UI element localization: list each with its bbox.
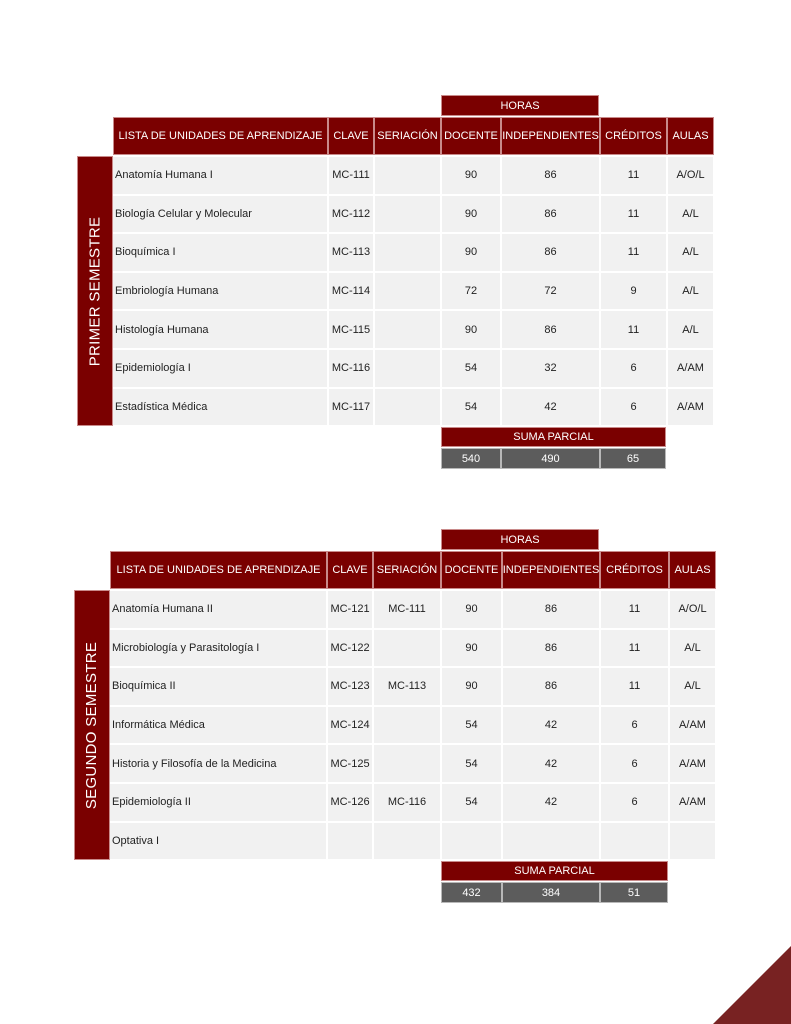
table-cell-clave: MC-125: [328, 745, 372, 782]
table-cell-seriacion: MC-116: [374, 784, 440, 821]
table-cell-name: Historia y Filosofía de la Medicina: [110, 745, 326, 782]
table-cell-seriacion: [374, 823, 440, 860]
total-independientes: 384: [502, 882, 600, 903]
table-cell-independientes: 86: [502, 311, 599, 348]
table-cell-creditos: 11: [601, 591, 668, 628]
column-header-creditos: CRÉDITOS: [600, 551, 669, 589]
column-header-seriacion: SERIACIÓN: [374, 117, 441, 155]
horas-group-header: HORAS: [441, 529, 599, 550]
table-cell-aulas: A/L: [668, 196, 713, 233]
table-cell-docente: 90: [442, 311, 500, 348]
semester-label: [74, 590, 110, 860]
table-cell-docente: 54: [442, 784, 501, 821]
table-cell-clave: MC-122: [328, 630, 372, 667]
table-cell-independientes: [503, 823, 599, 860]
table-cell-aulas: A/O/L: [668, 157, 713, 194]
table-cell-creditos: 11: [601, 630, 668, 667]
table-cell-name: Epidemiología I: [113, 350, 327, 387]
total-creditos: 65: [600, 448, 666, 469]
table-cell-docente: 90: [442, 668, 501, 705]
table-cell-seriacion: [375, 389, 440, 426]
table-cell-aulas: [670, 823, 715, 860]
table-cell-creditos: [601, 823, 668, 860]
table-cell-creditos: 6: [601, 389, 666, 426]
table-cell-clave: MC-111: [329, 157, 373, 194]
table-cell-independientes: 32: [502, 350, 599, 387]
table-cell-docente: 90: [442, 234, 500, 271]
total-docente: 540: [441, 448, 501, 469]
table-cell-name: Bioquímica I: [113, 234, 327, 271]
table-cell-docente: [442, 823, 501, 860]
table-cell-independientes: 42: [503, 745, 599, 782]
table-cell-creditos: 11: [601, 196, 666, 233]
column-header-aulas: AULAS: [667, 117, 714, 155]
semester-label: [77, 156, 113, 426]
table-cell-seriacion: [375, 234, 440, 271]
table-cell-seriacion: [374, 707, 440, 744]
table-cell-docente: 72: [442, 273, 500, 310]
table-cell-docente: 54: [442, 707, 501, 744]
table-cell-docente: 90: [442, 591, 501, 628]
table-cell-docente: 54: [442, 389, 500, 426]
table-cell-docente: 90: [442, 630, 501, 667]
table-cell-clave: MC-121: [328, 591, 372, 628]
table-cell-seriacion: [375, 196, 440, 233]
table-cell-seriacion: [375, 350, 440, 387]
table-cell-name: Optativa I: [110, 823, 326, 860]
table-cell-aulas: A/AM: [668, 350, 713, 387]
table-cell-aulas: A/AM: [670, 784, 715, 821]
table-cell-docente: 54: [442, 745, 501, 782]
table-cell-clave: MC-114: [329, 273, 373, 310]
column-header-clave: CLAVE: [327, 551, 373, 589]
column-header-lista: LISTA DE UNIDADES DE APRENDIZAJE: [113, 117, 328, 155]
table-cell-clave: MC-115: [329, 311, 373, 348]
table-cell-independientes: 86: [503, 630, 599, 667]
table-cell-docente: 54: [442, 350, 500, 387]
column-header-docente: DOCENTE: [441, 117, 501, 155]
table-cell-name: Bioquímica II: [110, 668, 326, 705]
table-cell-clave: MC-124: [328, 707, 372, 744]
table-cell-docente: 90: [442, 196, 500, 233]
semester-label-text: SEGUNDO SEMESTRE: [83, 641, 101, 809]
table-cell-name: Anatomía Humana I: [113, 157, 327, 194]
table-cell-creditos: 6: [601, 350, 666, 387]
table-cell-docente: 90: [442, 157, 500, 194]
table-cell-aulas: A/L: [670, 668, 715, 705]
table-cell-independientes: 86: [502, 234, 599, 271]
table-cell-name: Epidemiología II: [110, 784, 326, 821]
corner-decoration: [713, 946, 791, 1024]
table-cell-aulas: A/AM: [668, 389, 713, 426]
table-cell-name: Biología Celular y Molecular: [113, 196, 327, 233]
table-cell-seriacion: MC-111: [374, 591, 440, 628]
table-cell-clave: MC-113: [329, 234, 373, 271]
table-cell-independientes: 42: [503, 707, 599, 744]
column-header-independientes: INDEPENDIENTES: [501, 117, 600, 155]
table-cell-aulas: A/O/L: [670, 591, 715, 628]
table-cell-name: Histología Humana: [113, 311, 327, 348]
table-cell-aulas: A/L: [668, 311, 713, 348]
suma-parcial-header: SUMA PARCIAL: [441, 427, 666, 447]
table-cell-aulas: A/L: [668, 273, 713, 310]
table-cell-aulas: A/L: [668, 234, 713, 271]
table-cell-seriacion: [374, 630, 440, 667]
table-cell-name: Embriología Humana: [113, 273, 327, 310]
table-cell-aulas: A/L: [670, 630, 715, 667]
table-cell-name: Estadística Médica: [113, 389, 327, 426]
table-cell-seriacion: [375, 311, 440, 348]
table-cell-seriacion: MC-113: [374, 668, 440, 705]
column-header-seriacion: SERIACIÓN: [373, 551, 441, 589]
column-header-creditos: CRÉDITOS: [600, 117, 667, 155]
table-cell-creditos: 6: [601, 745, 668, 782]
table-cell-clave: [328, 823, 372, 860]
table-cell-clave: MC-117: [329, 389, 373, 426]
table-cell-independientes: 42: [503, 784, 599, 821]
table-cell-creditos: 11: [601, 157, 666, 194]
table-cell-creditos: 11: [601, 311, 666, 348]
horas-group-header: HORAS: [441, 95, 599, 116]
column-header-aulas: AULAS: [669, 551, 716, 589]
table-cell-clave: MC-123: [328, 668, 372, 705]
table-cell-independientes: 86: [503, 668, 599, 705]
table-cell-name: Informática Médica: [110, 707, 326, 744]
table-cell-name: Microbiología y Parasitología I: [110, 630, 326, 667]
suma-parcial-header: SUMA PARCIAL: [441, 861, 668, 881]
column-header-independientes: INDEPENDIENTES: [502, 551, 600, 589]
table-cell-independientes: 86: [502, 157, 599, 194]
table-cell-creditos: 11: [601, 668, 668, 705]
table-cell-independientes: 86: [502, 196, 599, 233]
total-creditos: 51: [600, 882, 668, 903]
table-cell-independientes: 72: [502, 273, 599, 310]
table-cell-aulas: A/AM: [670, 707, 715, 744]
table-cell-clave: MC-112: [329, 196, 373, 233]
table-cell-seriacion: [375, 157, 440, 194]
table-cell-aulas: A/AM: [670, 745, 715, 782]
table-cell-name: Anatomía Humana II: [110, 591, 326, 628]
column-header-lista: LISTA DE UNIDADES DE APRENDIZAJE: [110, 551, 327, 589]
semester-label-text: PRIMER SEMESTRE: [86, 216, 104, 366]
table-cell-independientes: 42: [502, 389, 599, 426]
table-cell-creditos: 6: [601, 784, 668, 821]
table-cell-creditos: 9: [601, 273, 666, 310]
total-docente: 432: [441, 882, 502, 903]
table-cell-clave: MC-116: [329, 350, 373, 387]
table-cell-creditos: 11: [601, 234, 666, 271]
table-cell-seriacion: [375, 273, 440, 310]
total-independientes: 490: [501, 448, 600, 469]
table-cell-clave: MC-126: [328, 784, 372, 821]
table-cell-independientes: 86: [503, 591, 599, 628]
table-cell-creditos: 6: [601, 707, 668, 744]
column-header-docente: DOCENTE: [441, 551, 502, 589]
table-cell-seriacion: [374, 745, 440, 782]
column-header-clave: CLAVE: [328, 117, 374, 155]
